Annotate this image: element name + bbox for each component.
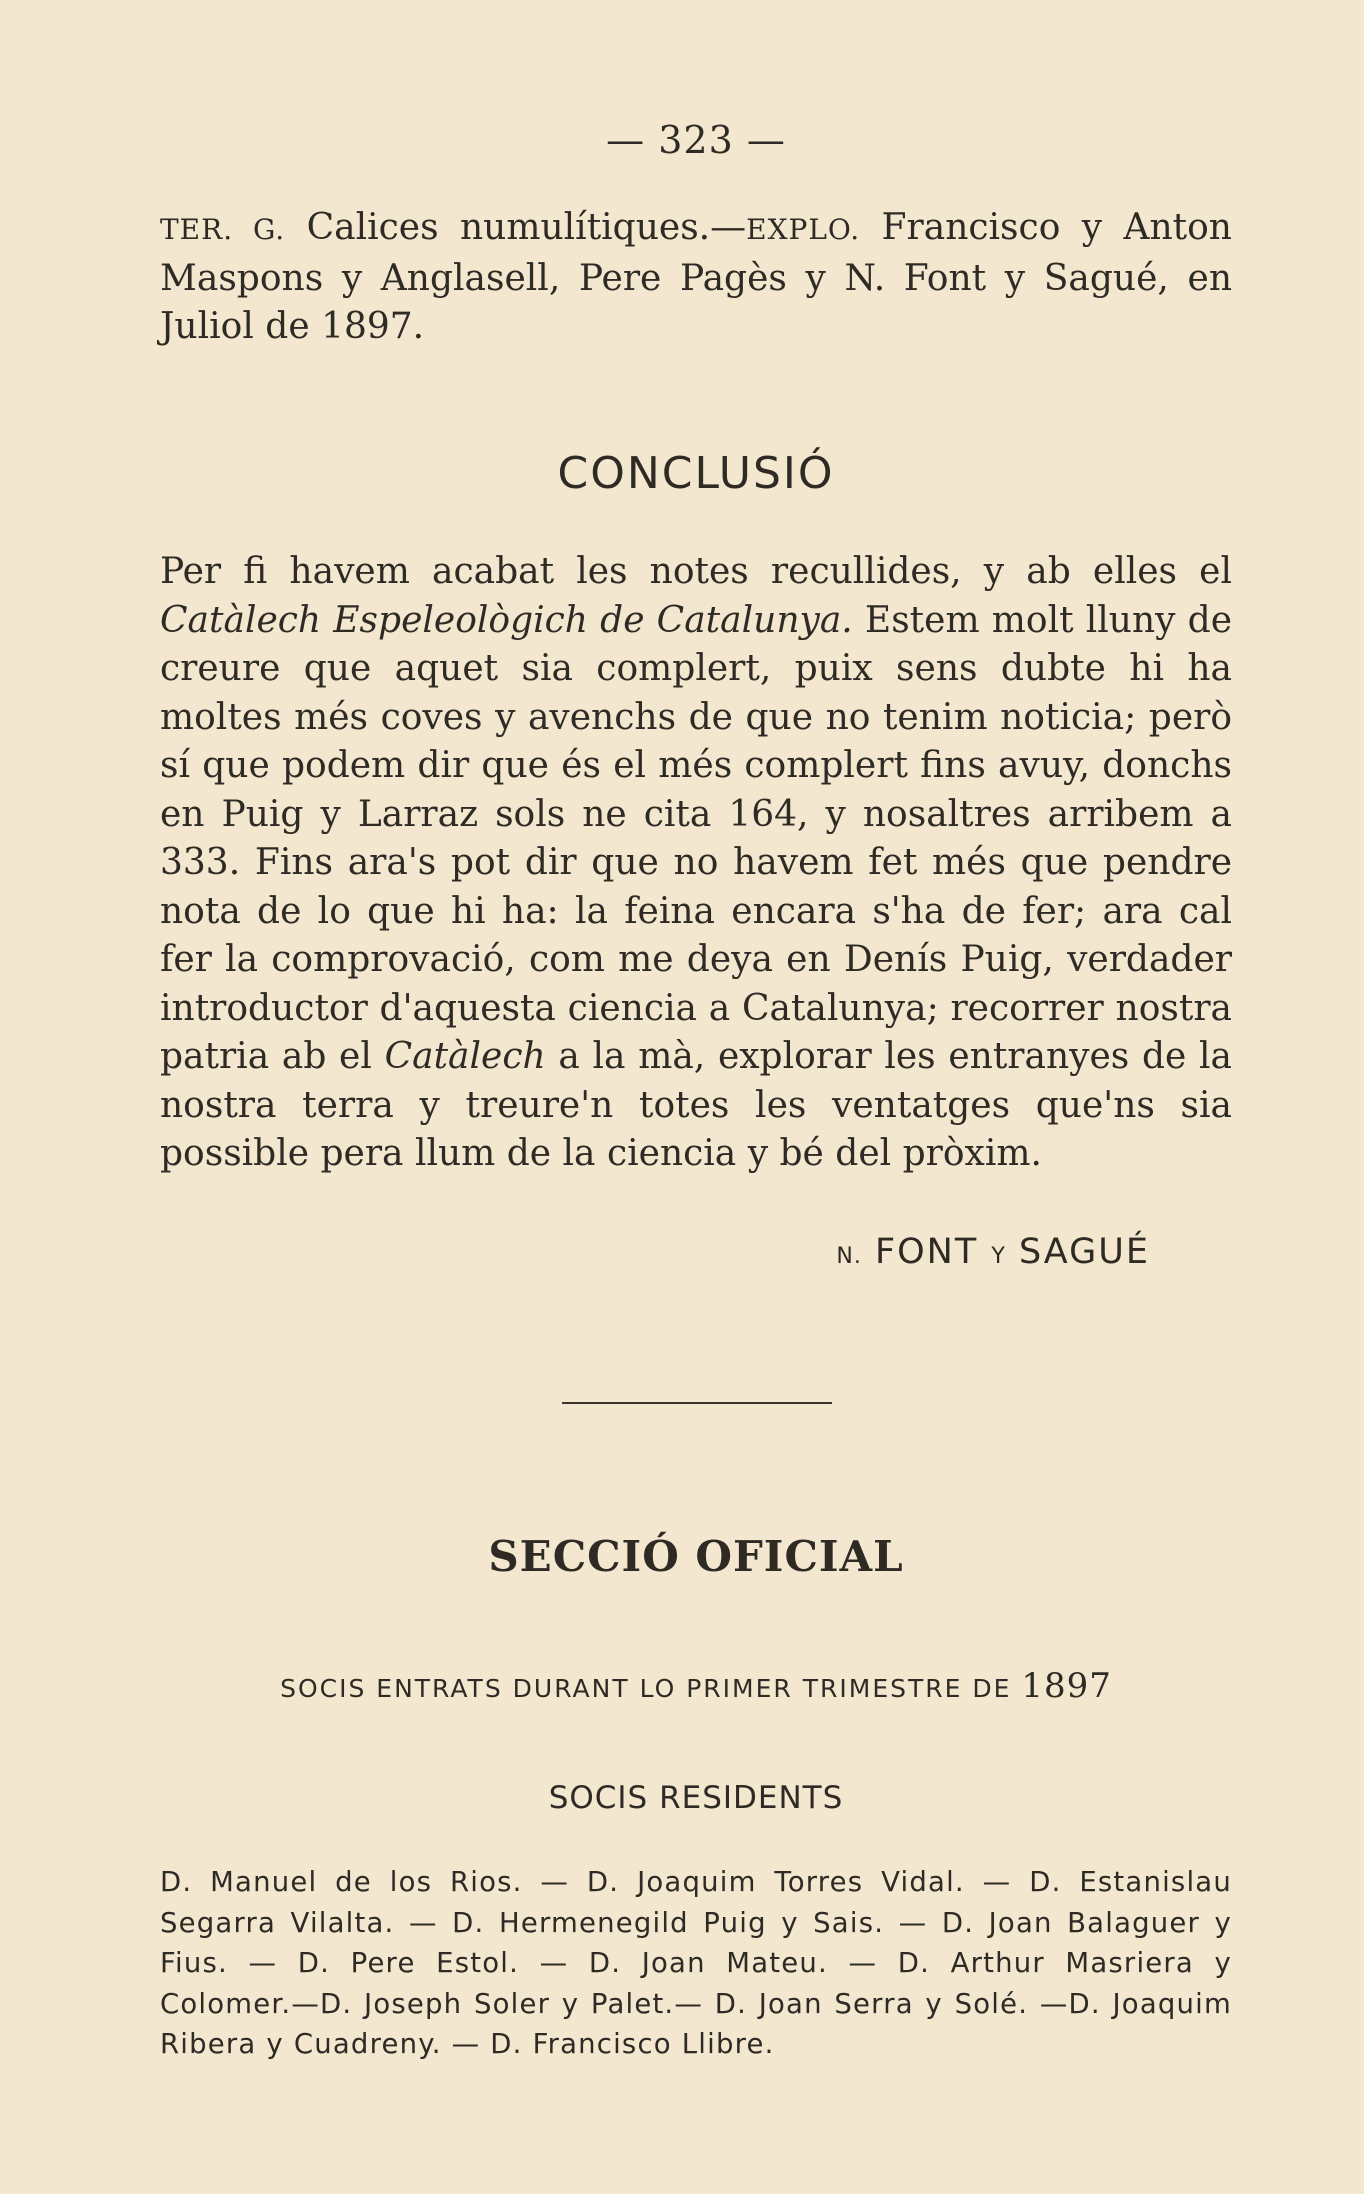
ter-paragraph — [160, 204, 1232, 352]
catalech-title: Catàlech Espeleològich de Catalunya. — [160, 599, 853, 641]
conclusio-text-3: a la mà, explorar les entranyes de la nostra terra y treure'n totes les ventatges que'ns sia possible pera llum de la ciencia y bé del pròxim. — [160, 1036, 1232, 1174]
catalech-ref: Catàlech — [384, 1036, 546, 1077]
conclusio-heading: CONCLUSIÓ — [557, 448, 835, 499]
section-divider — [562, 1402, 832, 1404]
socis-residents-heading: SOCIS RESIDENTS — [548, 1780, 844, 1816]
ter-text-2: Francisco y Anton Maspons y Anglasell, Pere Pagès y N. Font y Sagué, en Juliol de 1897. — [160, 207, 1232, 347]
page-number: — 323 — — [606, 118, 786, 162]
signature-conj: Y — [991, 1244, 1006, 1269]
signature-name-1: FONT — [874, 1232, 979, 1272]
signature-initial: N. — [836, 1244, 862, 1269]
explo-label: EXPLO. — [746, 213, 861, 246]
conclusio-text-2: Estem molt lluny de creure que aquet sia complert, puix sens dubte hi ha moltes més coves y avenchs de que no tenim noticia; però sí que podem dir que és el més complert fins avuy, donchs en Puig y Larraz sols ne cita 164, y nosaltres arribem a 333. Fins ara's pot dir que no havem fet més que pendre nota de lo que hi ha: la feina encara s'ha de fer; ara cal fer la comprovació, com me deya en Denís Puig, verdader introductor d'aquesta ciencia a Catalunya; recorrer nostra patria ab el — [160, 599, 1232, 1077]
conclusio-text-1: Per fi havem acabat les notes recullides, y ab elles el — [160, 551, 1232, 592]
seccio-oficial-heading: SECCIÓ OFICIAL — [488, 1532, 904, 1581]
subtitle-year: 1897 — [1021, 1666, 1112, 1706]
members-list: D. Manuel de los Rios. — D. Joaquim Torres Vidal. — D. Estanislau Segarra Vilalta. — D. Hermenegild Puig y Sais. — D. Joan Balaguer y Fius. — D. Pere Estol. — D. Joan Mateu. — D. Arthur Masriera y Colomer.—D. Joseph Soler y Palet.— D. Joan Serra y Solé. —D. Joaquim Ribera y Cuadreny. — D. Francisco Llibre. — [160, 1866, 1232, 2060]
signature-name-2: SAGUÉ — [1018, 1232, 1150, 1272]
ter-label: TER. G. — [160, 213, 286, 246]
subtitle-text: SOCIS ENTRATS DURANT LO PRIMER TRIMESTRE DE — [280, 1674, 1012, 1703]
trimestre-subtitle — [160, 1666, 1232, 1706]
ter-text-1: Calices numulítiques.— — [285, 207, 747, 248]
author-signature — [160, 1232, 1150, 1272]
conclusio-paragraph — [160, 548, 1232, 1179]
